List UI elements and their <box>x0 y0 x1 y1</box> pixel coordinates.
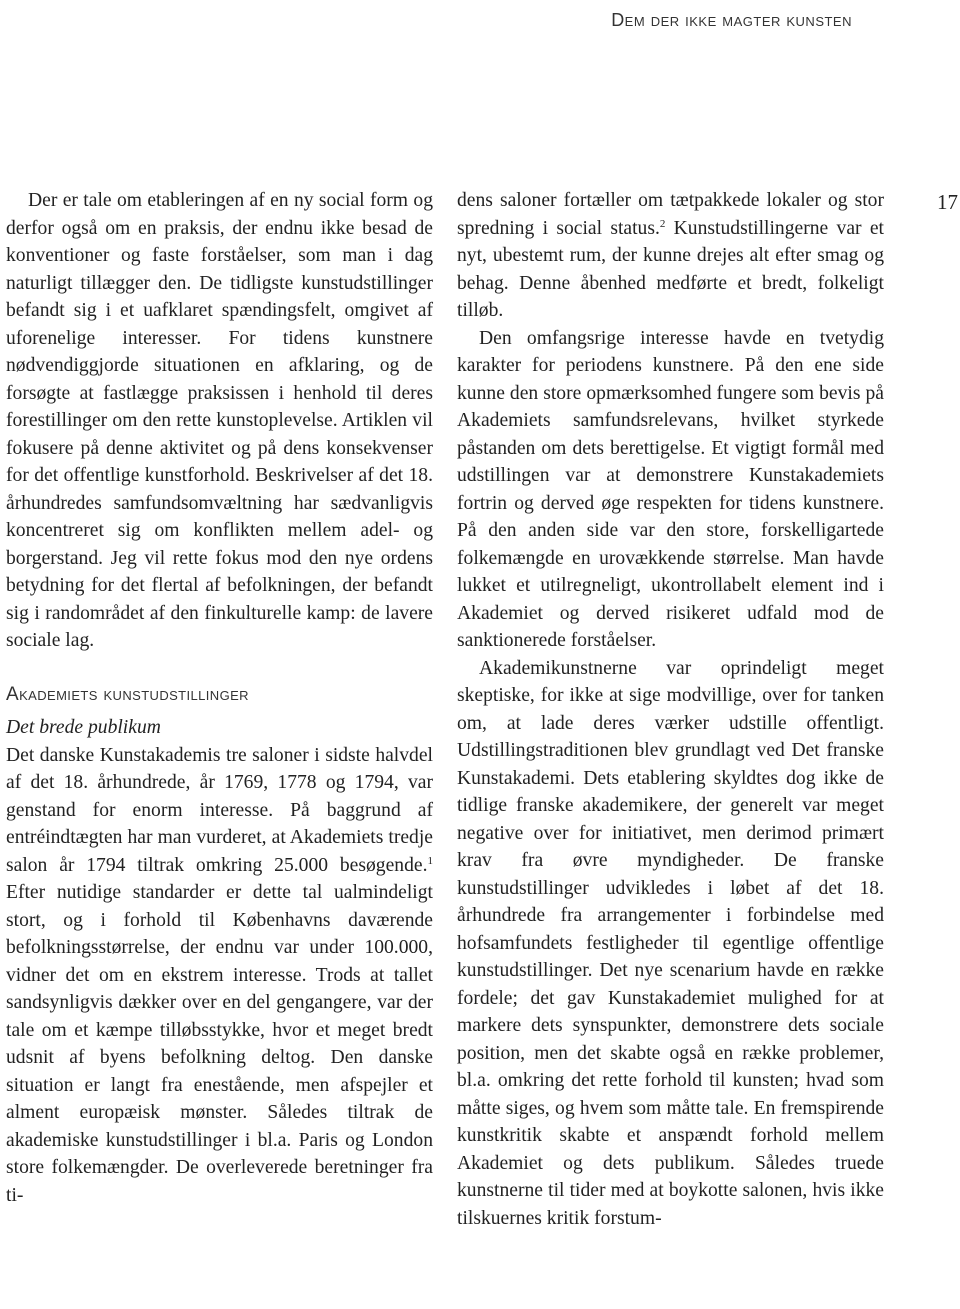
body-paragraph <box>6 742 433 1210</box>
paragraph-text: dens saloner fortæller om tætpakkede lokaler og stor spredning i social status. <box>457 190 884 239</box>
left-column <box>6 187 433 1209</box>
body-paragraph: Den omfangsrige interesse havde en tvetydig karakter for periodens kunstnere. På den ene side kunne den store opmærksomhed fungere som bevis på Akademiets samfundsrelevans, hvilket styrkede påstanden om dets berettigelse. Et vigtigt formål med udstillingen var at demonstrere Kunstakademiets fortrin og derved øge respekten for tidens kunstnere. På den anden side var den store, forskelligartede folkemængde en urovækkende størrelse. Man havde lukket et utilregneligt, ukontrollabelt element ind i Akademiet og derved risikeret udfald mod de sanktionerede forståelser. <box>457 327 884 651</box>
paragraph-text: Efter nutidige standarder er dette tal ualmindeligt stort, og i forhold til Københavns daværende befolkningsstørrelse, der endnu var under 100.000, vidner det om en ekstrem interesse. Trods at tallet sandsynligvis dækker over en del gengangere, var der tale om et kæmpe tilløbsstykke, hvor et meget bredt udsnit af byens befolkning deltog. Den danske situation er langt fra enestående, men afspejler et alment europæisk mønster. Således tiltrak de akademiske kunstudstillinger i bl.a. Paris og London store folkemængder. De overleverede beretninger fra ti- <box>6 882 433 1206</box>
page-number: 17 <box>937 190 958 214</box>
body-paragraph <box>457 187 884 325</box>
footnote-marker: 1 <box>427 854 433 867</box>
right-column <box>457 187 884 1232</box>
section-heading: Akademiets kunstudstillinger <box>6 683 249 705</box>
paragraph-text: Det danske Kunstakademis tre saloner i sidste halvdel af det 18. århundrede, år 1769, 1778 og 1794, var genstand for enorm interesse. På baggrund af entréindtægten har man vurderet, at Akademiets tredje salon år 1794 tiltrak omkring 25.000 besøgende. <box>6 744 433 876</box>
running-header: Dem der ikke magter kunsten <box>611 10 852 30</box>
subheading: Det brede publikum <box>6 717 161 738</box>
intro-paragraph: Der er tale om etableringen af en ny social form og derfor også om en praksis, der endnu ikke besad de konventioner og faste forståelser, som man i dag naturligt tillægger den. De tidligste kunstudstillinger befandt sig i et uafklaret spændingsfelt, omgivet af uforenelige interesser. For tidens kunstnere nødvendiggjorde situationen en afklaring, og de forsøgte at fastlægge praksissen i henhold til deres forestillinger om den rette kunstoplevelse. Artiklen vil fokusere på denne aktivitet og på dens konsekvenser for det offentlige kunstforhold. Beskrivelser af det 18. århundredes samfundsomvæltning har sædvanligvis koncentreret sig om konflikten mellem adel- og borgerstand. Jeg vil rette fokus mod den nye ordens betydning for det flertal af befolkningen, der befandt sig i randområdet af den finkulturelle kamp: de lavere sociale lag. <box>6 190 433 651</box>
footnote-marker: 2 <box>659 217 666 230</box>
body-paragraph: Akademikunstnerne var oprindeligt meget skeptiske, for ikke at sige modvillige, over for tanken om, at lade deres værker udstille offentligt. Udstillingstraditionen blev grundlagt ved Det franske Kunstakademi. Dets etablering skyldtes dog ikke de tidlige franske akademikere, der generelt var meget negative over for initiativet, men derimod primært krav fra øvre myndigheder. De franske kunstudstillinger udvikledes i løbet af det 18. århundrede fra arrangementer i forbindelse med hofsamfundets festligheder til egentlige offentlige kunstudstillinger. Det nye scenarium havde en række fordele; det gav Kunstakademiet mulighed for at markere dets synspunkter, demonstrere dets sociale position, men det skabte også en række problemer, bl.a. omkring det rette forhold til kunsten; hvad som måtte siges, og hvem som måtte tale. En fremspirende kunstkritik skabte et anspændt forhold mellem Akademiet og dets publikum. Således truede kunstnerne til tider med at boykotte salonen, hvis ikke tilskuernes kritik forstum- <box>457 657 884 1229</box>
paragraph-text: Kunstudstillingerne var et nyt, ubestemt rum, der kunne drejes alt efter smag og behag. Denne åbenhed medførte et bredt, folkeligt tilløb. <box>457 217 884 321</box>
